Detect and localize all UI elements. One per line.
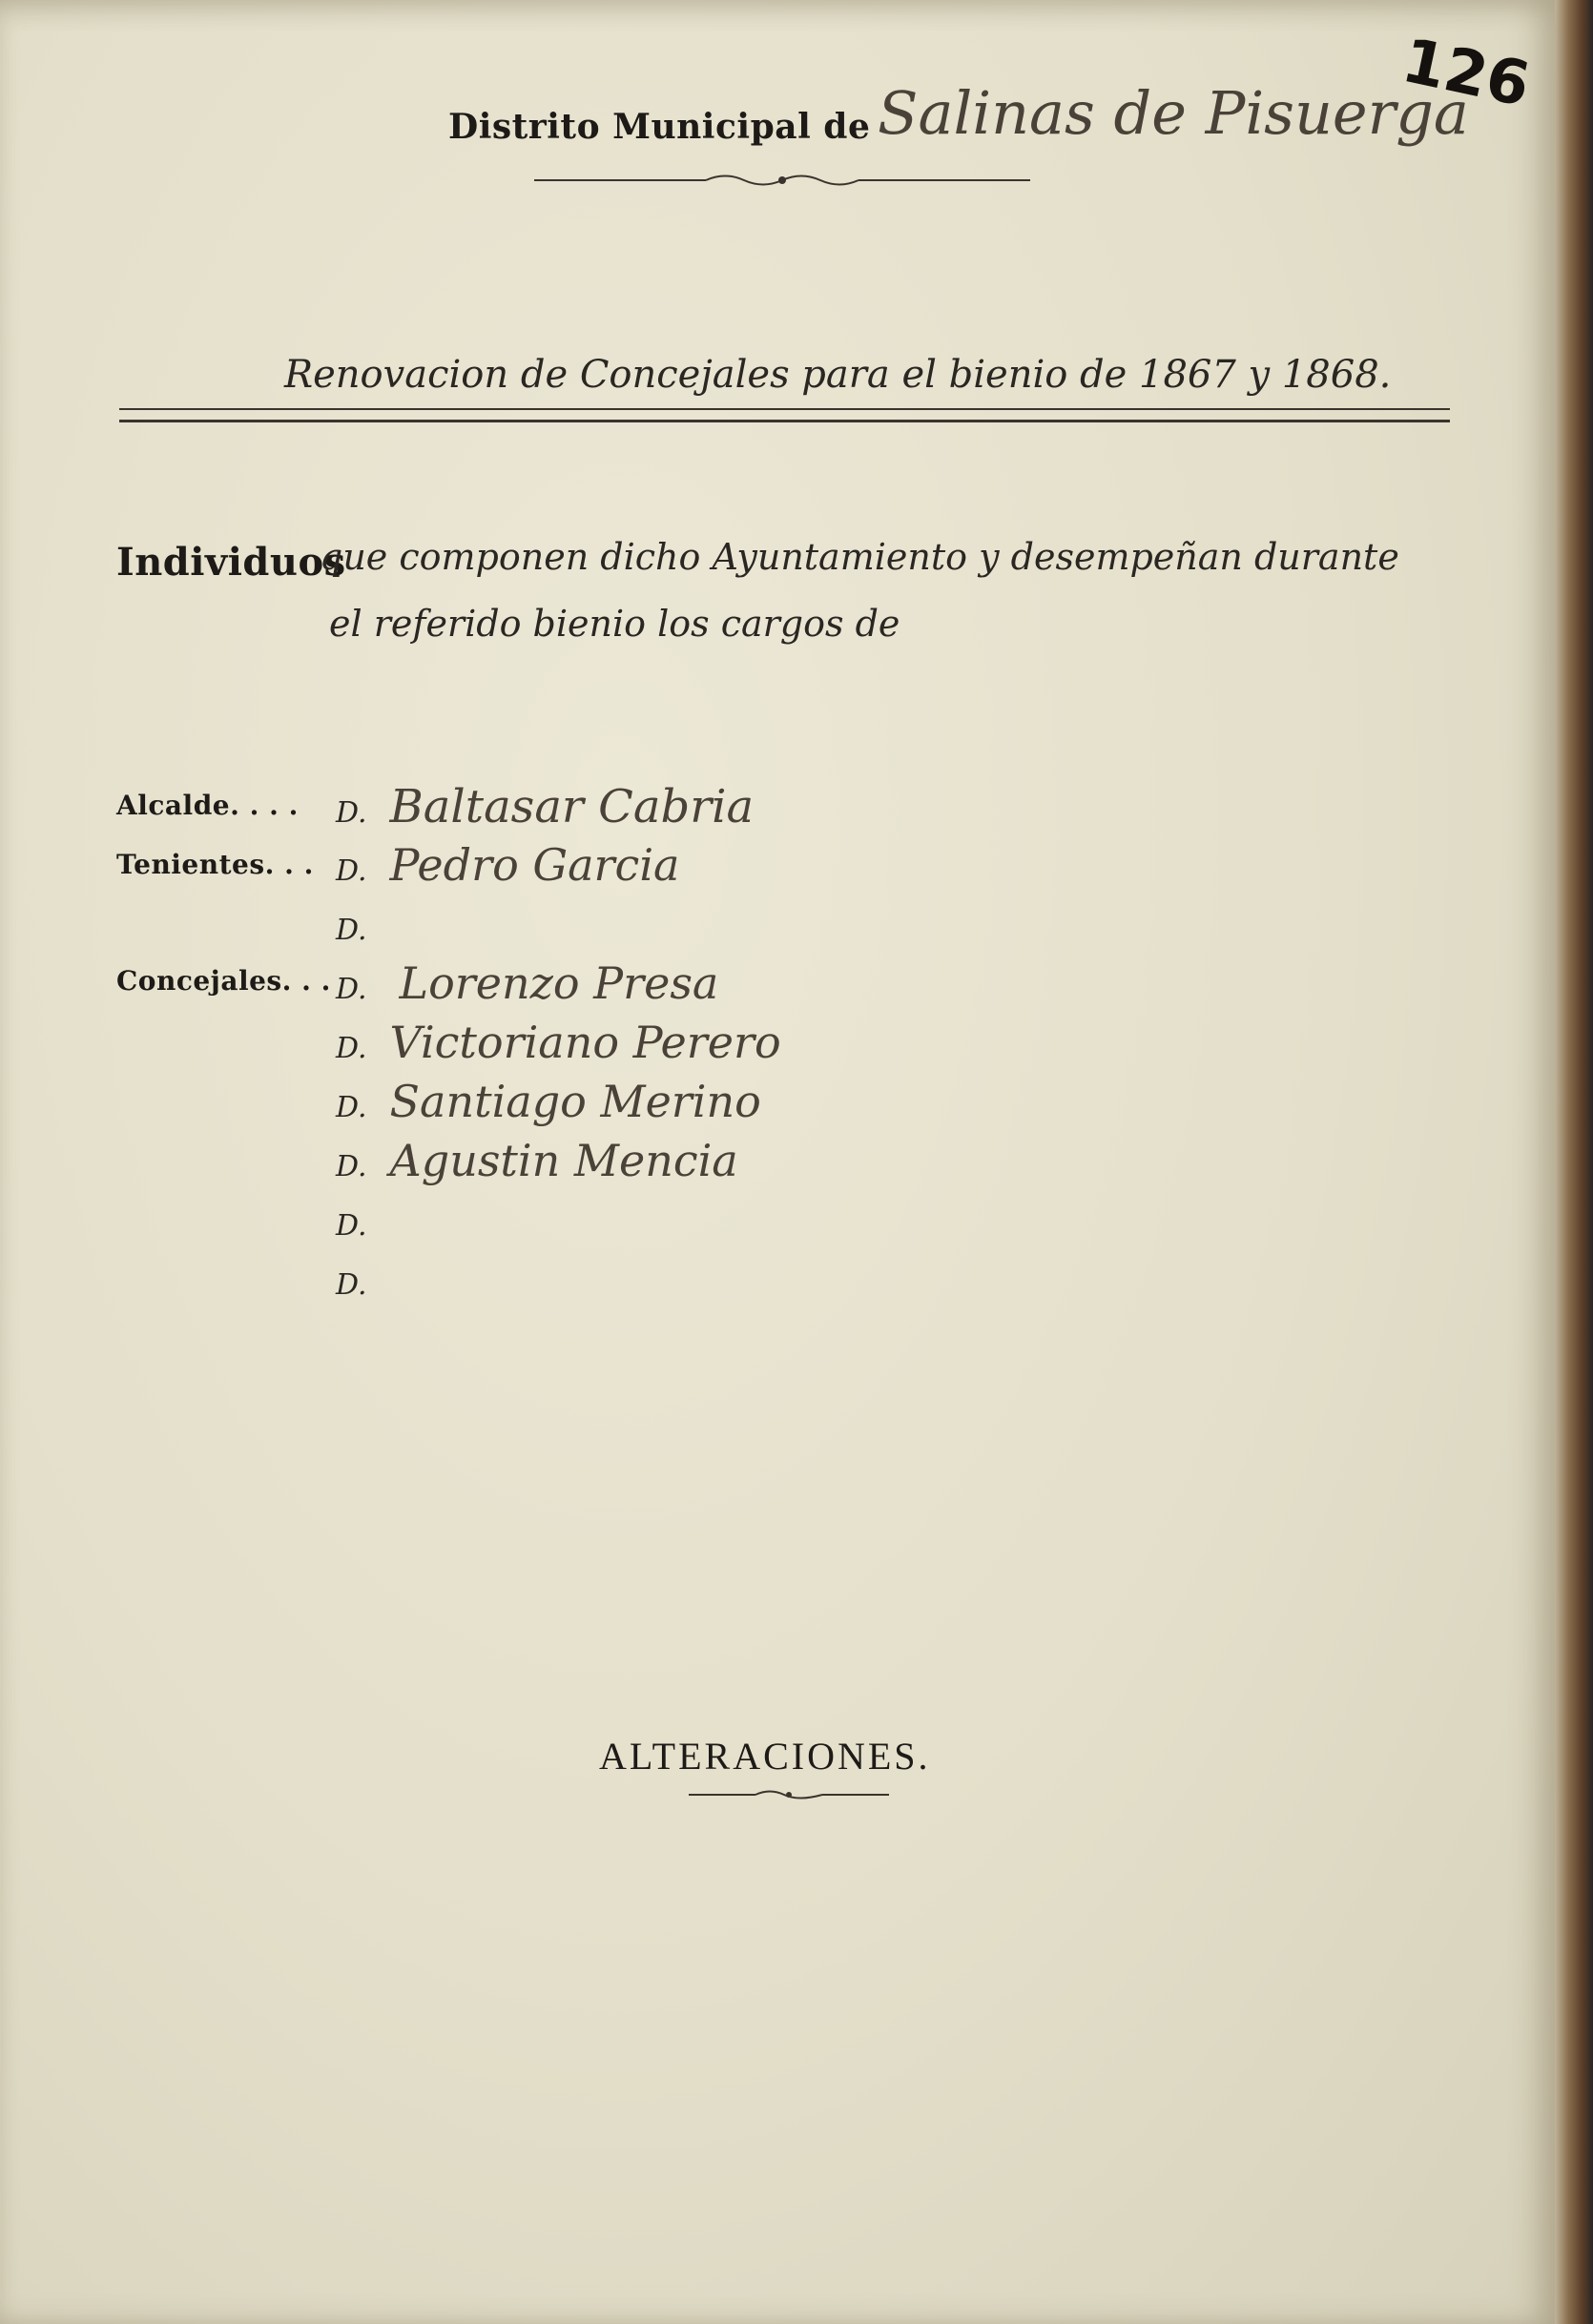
- member-prefix: D.: [336, 1032, 367, 1065]
- member-prefix: D.: [336, 796, 367, 830]
- member-row: [336, 957, 718, 1009]
- alteraciones-ornament-rule: [689, 1785, 889, 1804]
- member-row: [336, 1017, 781, 1068]
- member-row: [336, 898, 386, 950]
- role-concejales: Concejales. . .: [116, 965, 331, 997]
- intro-lead: Individuos: [116, 540, 346, 585]
- member-prefix: D.: [336, 1150, 367, 1183]
- title-rule-bottom: [119, 420, 1450, 422]
- header-ornament-rule: [534, 168, 1030, 193]
- role-tenientes: Tenientes. . .: [116, 849, 314, 880]
- member-row: [336, 1135, 738, 1186]
- member-row: [336, 1194, 386, 1245]
- member-prefix: D.: [336, 854, 367, 888]
- intro-line-2: el referido bienio los cargos de: [329, 603, 900, 645]
- alteraciones-heading: ALTERACIONES.: [599, 1735, 931, 1778]
- role-alcalde: Alcalde. . . .: [116, 790, 299, 821]
- document-title: Renovacion de Concejales para el bienio de 1867 y 1868.: [284, 353, 1392, 397]
- member-name: Santiago Merino: [389, 1076, 761, 1127]
- member-prefix: D.: [336, 914, 367, 947]
- intro-line-1: que componen dicho Ayuntamiento y desempeñan durante: [320, 536, 1399, 578]
- member-prefix: D.: [336, 1209, 367, 1243]
- member-row: [336, 1076, 761, 1127]
- member-prefix: D.: [336, 973, 367, 1006]
- member-name: Agustin Mencia: [389, 1135, 738, 1186]
- member-row: [336, 780, 754, 833]
- member-name: Baltasar Cabria: [389, 780, 755, 833]
- title-rule-top: [119, 408, 1450, 410]
- page-edge: [1555, 0, 1593, 2324]
- member-name: Victoriano Perero: [389, 1017, 781, 1068]
- member-prefix: D.: [336, 1268, 367, 1302]
- district-name-handwritten: Salinas de Pisuerga: [878, 78, 1469, 148]
- member-name: Lorenzo Presa: [399, 957, 719, 1009]
- member-name: Pedro Garcia: [389, 839, 680, 891]
- member-row: [336, 839, 679, 891]
- district-label: Distrito Municipal de: [448, 107, 871, 147]
- member-row: [336, 1253, 386, 1305]
- member-prefix: D.: [336, 1091, 367, 1124]
- folio-number: 126: [1396, 25, 1536, 122]
